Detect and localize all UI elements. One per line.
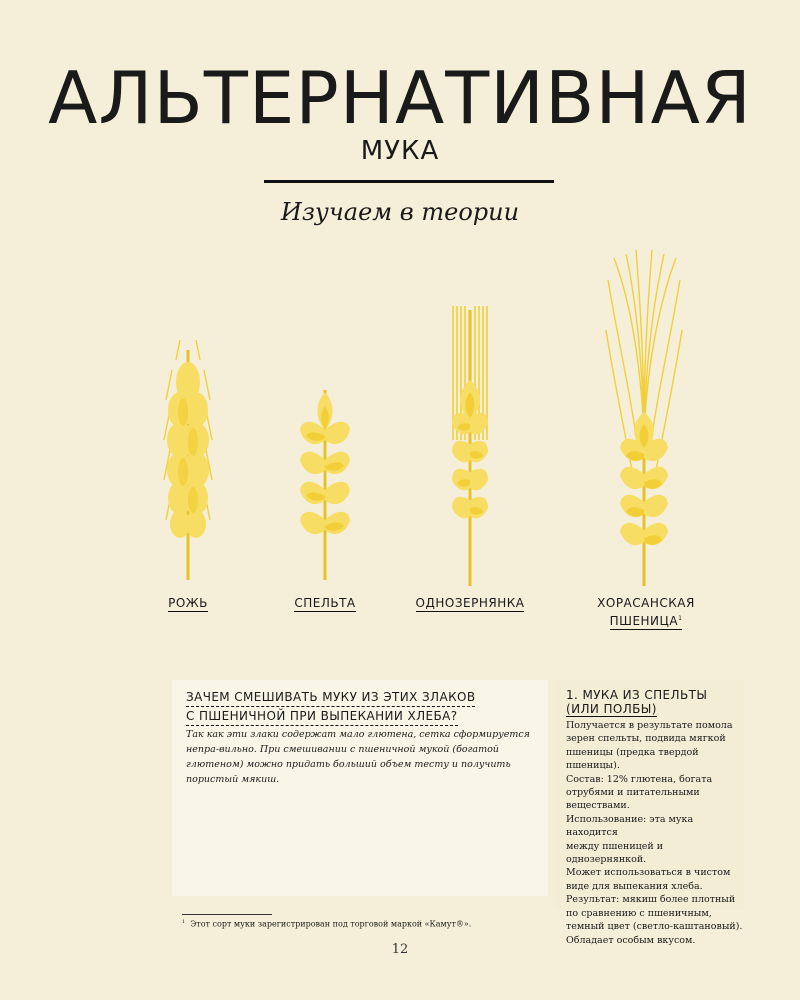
body-line: пшеницы). [566,760,620,772]
grain-label-line1: ХОРАСАНСКАЯ [597,596,695,610]
body-line: отрубями и питательными [566,787,700,799]
body-line: по сравнению с пшеничным, [566,907,712,919]
spelt-flour-title-line1: 1. МУКА ИЗ СПЕЛЬТЫ [566,688,708,702]
grain-label-text: РОЖЬ [168,596,208,610]
question-title [186,690,536,726]
grain-label-spelt [280,596,370,611]
body-line: Результат: мякиш более плотный [566,894,736,906]
grain-label-khorasan [586,596,706,629]
spelt-flour-title [566,688,736,717]
footnote [182,919,582,929]
body-line: пшеницы (предка твердой [566,746,699,758]
einkorn-icon [452,306,488,586]
title-divider [264,180,554,183]
question-body: Так как эти злаки содержат мало глютена, сетка сформируется непра-вильно. При смешивании с пшеничной мукой (богатой глютеном) можно придать больший объем тесту и получить пористый мякиш. [186,729,530,785]
body-line: темный цвет (светло-каштановый). [566,921,743,933]
body-line: Состав: 12% глютена, богата [566,773,713,785]
question-title-line1: ЗАЧЕМ СМЕШИВАТЬ МУКУ ИЗ ЭТИХ ЗЛАКОВ [186,690,475,707]
khorasan-wheat-icon [606,250,682,586]
spelt-flour-title-line2: (ИЛИ ПОЛБЫ) [566,702,657,716]
footnote-divider [182,914,272,915]
spelt-flour-body [566,719,746,947]
body-line: Может использоваться в чистом [566,867,731,879]
grain-label-text: СПЕЛЬТА [294,596,356,610]
body-line: виде для выпекания хлеба. [566,880,703,892]
body-line: зерен спельты, подвида мягкой [566,733,726,745]
page-number: 12 [391,942,409,957]
grain-label-text: ОДНОЗЕРНЯНКА [415,596,525,610]
grain-label-einkorn [410,596,530,611]
grain-illustrations [0,240,800,600]
page-title: АЛЬТЕРНАТИВНАЯ [48,56,752,140]
footnote-text: Этот сорт муки зарегистрирован под торговой маркой «Камут®». [190,919,472,929]
body-line: Получается в результате помола [566,720,733,731]
body-line: Использование: эта мука находится [566,813,694,839]
rye-icon [164,340,212,580]
tagline: Изучаем в теории [280,198,520,226]
footnote-ref: 1 [678,615,683,622]
grain-label-line2-wrap [610,614,683,630]
grain-label-rye [148,596,228,611]
spelt-icon [300,390,350,580]
grain-label-line2: ПШЕНИЦА [609,614,679,628]
page-subtitle: МУКА [360,136,440,166]
question-title-line2: С ПШЕНИЧНОЙ ПРИ ВЫПЕКАНИИ ХЛЕБА? [186,709,458,726]
body-line: между пшеницей и однозернянкой. [566,840,664,866]
body-line: Обладает особым вкусом. [566,934,696,946]
body-line: веществами. [566,800,630,812]
footnote-marker: 1 [182,919,186,925]
